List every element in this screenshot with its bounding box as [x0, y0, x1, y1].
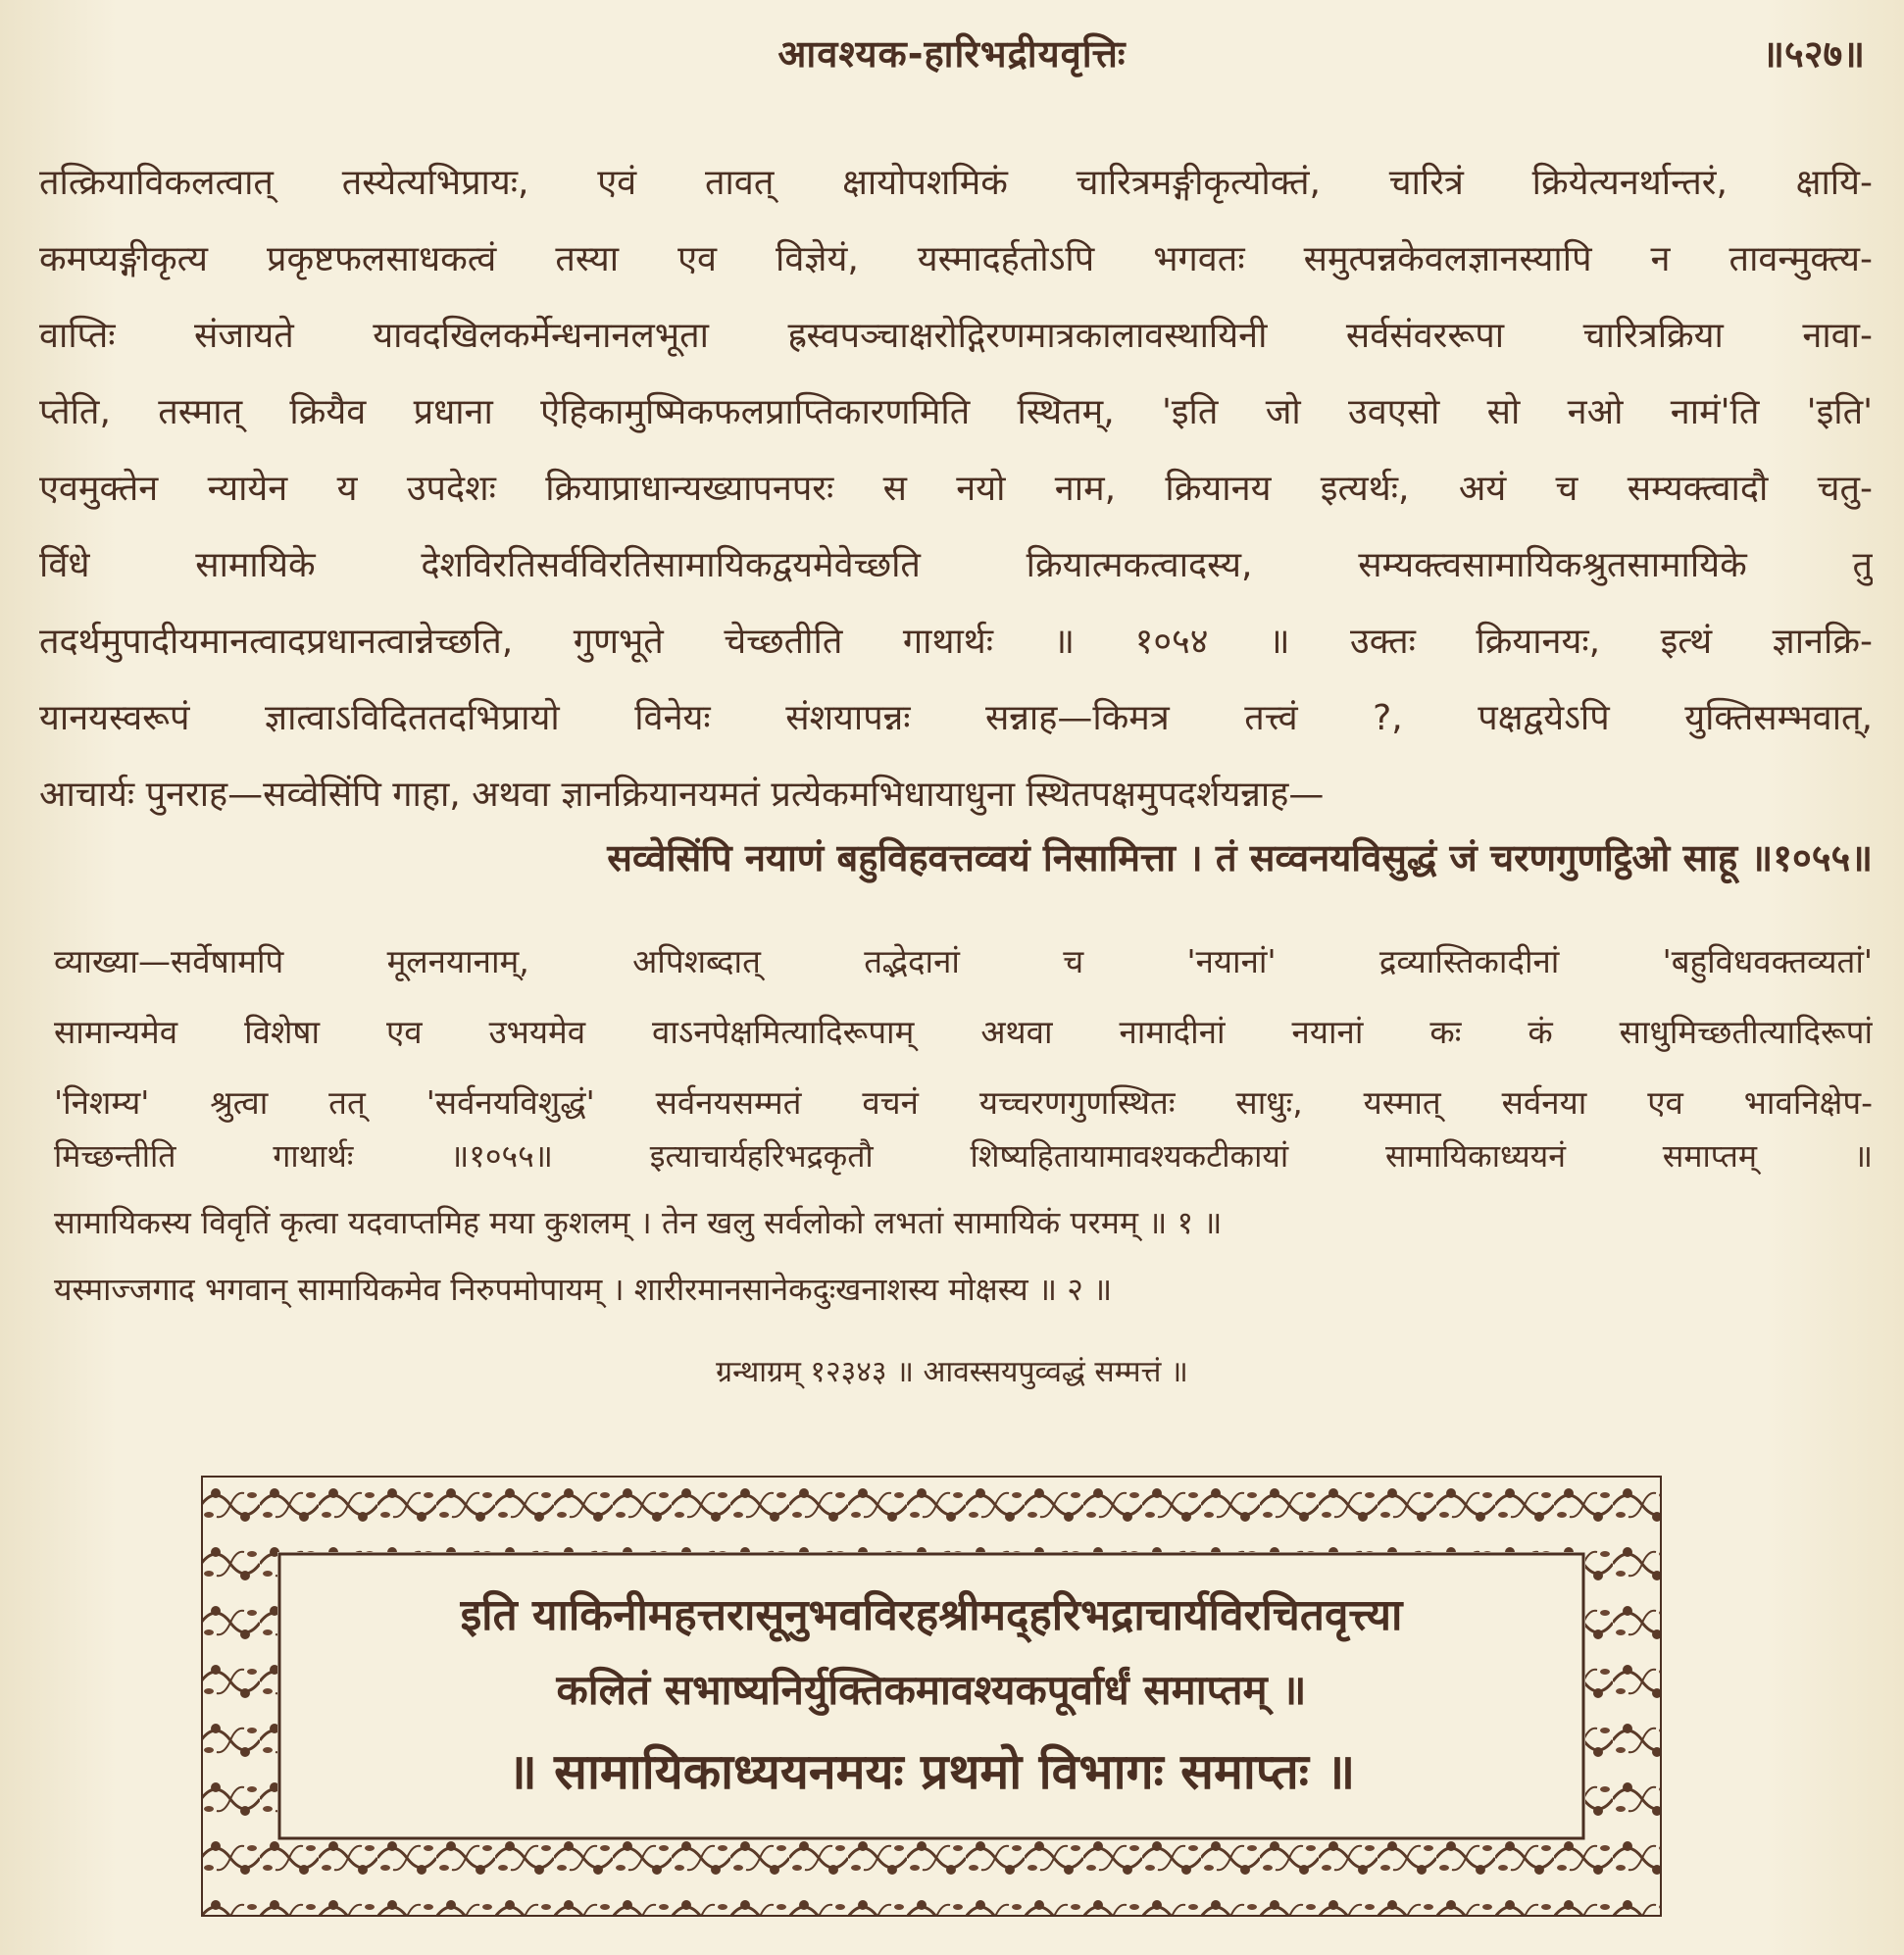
- commentary-line: वाप्तिः संजायते यावदखिलकर्मेन्धनानलभूता ह्रस्वपञ्चाक्षरोद्गिरणमात्रकालावस्थायिनी सर्वसंवररूपा चारित्रक्रिया नावा-: [39, 316, 1873, 356]
- commentary-block: [39, 145, 1873, 833]
- running-header-title: आवश्यक-हारिभद्रीयवृत्तिः: [777, 32, 1127, 75]
- gatha-verse: सव्वेसिंपि नयाणं बहुविहवत्तव्वयं निसामित्ता । तं सव्वनयविसुद्धं जं चरणगुणट्ठिओ साहू ॥१०५५॥: [607, 836, 1873, 879]
- colophon-line-1: इति याकिनीमहत्तरासूनुभवविरहश्रीमद्हरिभद्राचार्यविरचितवृत्त्या: [460, 1590, 1403, 1640]
- commentary-line: तदर्थमुपादीयमानत्वादप्रधानत्वान्नेच्छति, गुणभूते चेच्छतीति गाथार्थः ॥ १०५४ ॥ उक्तः क्रियानयः, इत्थं ज्ञानक्रि-: [39, 622, 1873, 662]
- commentary-line: प्तेति, तस्मात् क्रियैव प्रधाना ऐहिकामुष्मिकफलप्राप्तिकारणमिति स्थितम्, 'इति जो उवएसो सो नओ नामं'ति 'इति': [39, 392, 1873, 432]
- commentary-line: एवमुक्तेन न्यायेन य उपदेशः क्रियाप्राधान्यख्यापनपरः स नयो नाम, क्रियानय इत्यर्थः, अयं च सम्यक्त्वादौ चतु-: [39, 469, 1873, 509]
- vyakhya-block: [54, 927, 1873, 1138]
- colophon-line-2: कलितं सभाष्यनिर्युक्तिकमावश्यकपूर्वार्धं समाप्तम् ॥: [556, 1666, 1307, 1714]
- vyakhya-line: सामान्यमेव विशेषा एव उभयमेव वाऽनपेक्षमित्यादिरूपाम् अथवा नामादीनां नयानां कः कं साधुमिच्छतीत्यादिरूपां: [54, 1013, 1873, 1051]
- page-number: ॥५२७॥: [1762, 32, 1865, 75]
- vyakhya-line: 'निशम्य' श्रुत्वा तत् 'सर्वनयविशुद्धं' सर्वनयसम्मतं वचनं यच्चरणगुणस्थितः साधुः, यस्मात् सर्वनया एव भावनिक्षेप-: [54, 1083, 1873, 1122]
- conclusion-line: यस्माज्जगाद भगवान् सामायिकमेव निरुपमोपायम् । शारीरमानसानेकदुःखनाशस्य मोक्षस्य ॥ २ ॥: [54, 1271, 1113, 1308]
- granthagram-line: ग्रन्थाग्रम् १२३४३ ॥ आवस्सयपुव्वद्धं सम्मत्तं ॥: [716, 1355, 1188, 1389]
- commentary-line: कमप्यङ्गीकृत्य प्रकृष्टफलसाधकत्वं तस्या एव विज्ञेयं, यस्मादर्हतोऽपि भगवतः समुत्पन्नकेवलज्ञानस्यापि न तावन्मुक्त्य-: [39, 239, 1873, 279]
- commentary-line: र्विधे सामायिके देशविरतिसर्वविरतिसामायिकद्वयमेवेच्छति क्रियात्मकत्वादस्य, सम्यक्त्वसामायिकश्रुतसामायिके तु: [39, 545, 1873, 585]
- commentary-line: आचार्यः पुनराह—सव्वेसिंपि गाहा, अथवा ज्ञानक्रियानयमतं प्रत्येकमभिधायाधुना स्थितपक्षमुपदर्शयन्नाह—: [39, 775, 1325, 815]
- commentary-line: यानयस्वरूपं ज्ञात्वाऽविदिततदभिप्रायो विनेयः संशयापन्नः सन्नाह—किमत्र तत्त्वं ?, पक्षद्वयेऽपि युक्तिसम्भवात्,: [39, 698, 1873, 738]
- colophon-line-3: ॥ सामायिकाध्ययनमयः प्रथमो विभागः समाप्तः ॥: [507, 1743, 1356, 1800]
- conclusion-line: सामायिकस्य विवृतिं कृत्वा यदवाप्तमिह मया कुशलम् । तेन खलु सर्वलोको लभतां सामायिकं परमम् ॥ १ ॥: [54, 1204, 1223, 1241]
- colophon: [294, 1579, 1569, 1816]
- vyakhya-line: व्याख्या—सर्वेषामपि मूलनयानाम्, अपिशब्दात् तद्भेदानां च 'नयानां' द्रव्यास्तिकादीनां 'बहुविधवक्तव्यतां': [54, 942, 1873, 980]
- conclusion-block: [54, 1123, 1873, 1323]
- conclusion-line: मिच्छन्तीति गाथार्थः ॥१०५५॥ इत्याचार्यहरिभद्रकृतौ शिष्यहितायामावश्यकटीकायां सामायिकाध्ययनं समाप्तम् ॥: [54, 1137, 1873, 1175]
- commentary-line: तत्क्रियाविकलत्वात् तस्येत्यभिप्रायः, एवं तावत् क्षायोपशमिकं चारित्रमङ्गीकृत्योक्तं, चारित्रं क्रियेत्यनर्थान्तरं, क्षायि-: [39, 163, 1873, 203]
